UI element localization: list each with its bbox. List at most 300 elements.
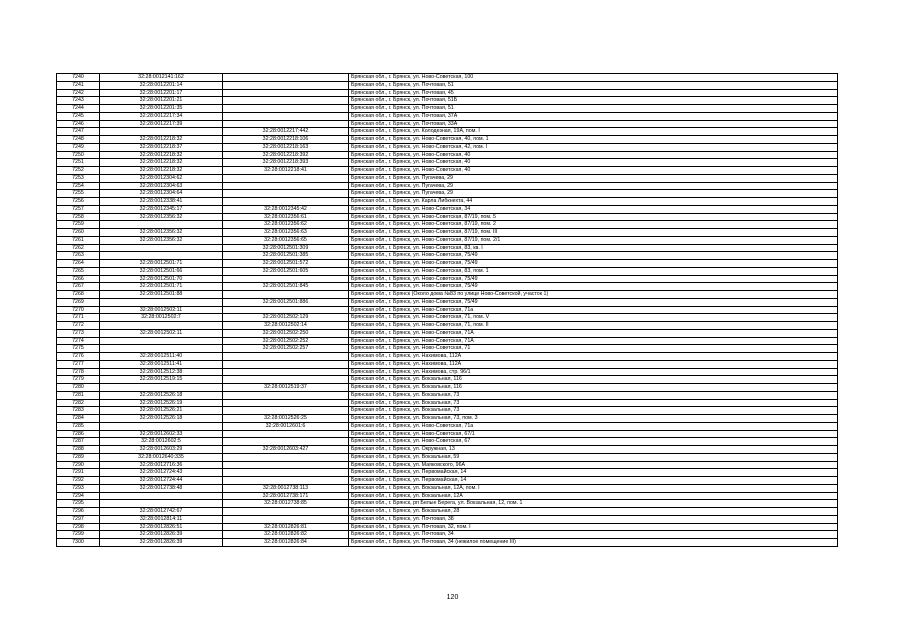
address-cell: Брянская обл., г. Брянск, ул. Почтовая, 33А: [349, 120, 838, 128]
land-cadastral-number-cell: 32:28:0012356:32: [100, 213, 223, 221]
address-cell: Брянская обл., г. Брянск, ул. Почтовая, 38: [349, 515, 838, 523]
row-number-cell: 7294: [57, 492, 100, 500]
address-cell: Брянская обл., г. Брянск, ул. Ново-Советская, 71а: [349, 306, 838, 314]
table-row: [57, 174, 838, 182]
row-number-cell: 7288: [57, 446, 100, 454]
table-row: [57, 136, 838, 144]
table-row: [57, 407, 838, 415]
table-row: [57, 523, 838, 531]
land-cadastral-number-cell: 32:28:0012826:39: [100, 531, 223, 539]
row-number-cell: 7285: [57, 422, 100, 430]
row-number-cell: 7261: [57, 236, 100, 244]
address-cell: Брянская обл., г. Брянск, ул. Ново-Советская, 71А: [349, 337, 838, 345]
address-cell: Брянская обл., г. Брянск, ул. Ново-Советская, 71А: [349, 329, 838, 337]
address-cell: Брянская обл., г. Брянск, ул. Вокзальная, 59: [349, 453, 838, 461]
address-cell: Брянская обл., г. Брянск, ул. Окружная, 13: [349, 446, 838, 454]
address-cell: Брянская обл., г. Брянск, ул. Почтовая, 45: [349, 89, 838, 97]
table-row: [57, 267, 838, 275]
land-cadastral-number-cell: 32:28:0012201:35: [100, 105, 223, 113]
table-row: [57, 322, 838, 330]
row-number-cell: 7251: [57, 159, 100, 167]
table-row: [57, 353, 838, 361]
row-number-cell: 7281: [57, 391, 100, 399]
building-cadastral-number-cell: [223, 120, 349, 128]
row-number-cell: 7255: [57, 190, 100, 198]
land-cadastral-number-cell: 32:28:0012526:19: [100, 399, 223, 407]
land-cadastral-number-cell: [100, 128, 223, 136]
address-cell: Брянская обл., г. Брянск, ул. Почтовая, 34: [349, 531, 838, 539]
address-cell: Брянская обл., г. Брянск, ул. Ново-Советская, 87/19, пом. 5: [349, 213, 838, 221]
table-row: [57, 81, 838, 89]
address-cell: Брянская обл., г. Брянск, ул. Почтовая, 51: [349, 81, 838, 89]
land-cadastral-number-cell: 32:28:0012218:32: [100, 167, 223, 175]
row-number-cell: 7298: [57, 523, 100, 531]
land-cadastral-number-cell: 32:28:0012501:66: [100, 267, 223, 275]
row-number-cell: 7258: [57, 213, 100, 221]
land-cadastral-number-cell: 32:28:0012338:41: [100, 198, 223, 206]
row-number-cell: 7266: [57, 275, 100, 283]
building-cadastral-number-cell: [223, 112, 349, 120]
row-number-cell: 7279: [57, 376, 100, 384]
address-cell: Брянская обл., г. Брянск, ул. Пугачева, 29: [349, 190, 838, 198]
table-row: [57, 329, 838, 337]
row-number-cell: 7268: [57, 291, 100, 299]
building-cadastral-number-cell: [223, 306, 349, 314]
address-cell: Брянская обл., г. Брянск, ул. Нахимова, стр. 96/1: [349, 368, 838, 376]
address-cell: Брянская обл., г. Брянск, ул. Почтовая, 34 (нежилое помещение III): [349, 539, 838, 547]
land-cadastral-number-cell: 32:28:0012217:39: [100, 120, 223, 128]
land-cadastral-number-cell: 32:28:0012218:37: [100, 143, 223, 151]
table-row: [57, 221, 838, 229]
address-cell: Брянская обл., г. Брянск, ул. Ново-Советская, 100: [349, 74, 838, 82]
address-cell: Брянская обл., г. Брянск, ул. Ново-Советская, 71, пом. V: [349, 314, 838, 322]
row-number-cell: 7295: [57, 500, 100, 508]
table-row: [57, 252, 838, 260]
address-cell: Брянская обл., г. Брянск, ул. Ново-Советская, 71, пом. II: [349, 322, 838, 330]
building-cadastral-number-cell: [223, 174, 349, 182]
address-cell: Брянская обл., г. Брянск, ул. Вокзальная, 73, пом. 3: [349, 415, 838, 423]
address-cell: Брянская обл., г. Брянск, ул. Пугачева, 29: [349, 174, 838, 182]
table-row: [57, 314, 838, 322]
building-cadastral-number-cell: 32:28:0012526:25: [223, 415, 349, 423]
row-number-cell: 7256: [57, 198, 100, 206]
row-number-cell: 7299: [57, 531, 100, 539]
row-number-cell: 7265: [57, 267, 100, 275]
address-cell: Брянская обл., г. Брянск, ул. Ново-Советская, 87/19, пом. 2/1: [349, 236, 838, 244]
building-cadastral-number-cell: 32:28:0012218:393: [223, 159, 349, 167]
row-number-cell: 7292: [57, 477, 100, 485]
row-number-cell: 7243: [57, 97, 100, 105]
building-cadastral-number-cell: 32:28:0012218:41: [223, 167, 349, 175]
address-cell: Брянская обл., г. Брянск, ул. Ново-Советская, 40: [349, 167, 838, 175]
table-row: [57, 120, 838, 128]
land-cadastral-number-cell: 32:28:0012502:11: [100, 329, 223, 337]
land-cadastral-number-cell: 32:28:0012724:44: [100, 477, 223, 485]
land-cadastral-number-cell: 32:28:0012814:11: [100, 515, 223, 523]
table-row: [57, 469, 838, 477]
address-cell: Брянская обл., г. Брянск, ул. Ново-Советская, 83, кв. I: [349, 244, 838, 252]
building-cadastral-number-cell: 32:28:0012356:61: [223, 213, 349, 221]
row-number-cell: 7291: [57, 469, 100, 477]
land-cadastral-number-cell: 32:28:0012141:162: [100, 74, 223, 82]
land-cadastral-number-cell: 32:28:0012826:51: [100, 523, 223, 531]
land-cadastral-number-cell: 32:28:0012742:67: [100, 508, 223, 516]
building-cadastral-number-cell: 32:28:0012356:62: [223, 221, 349, 229]
address-cell: Брянская обл., г. Брянск, ул. Ново-Советская, 75/49: [349, 252, 838, 260]
row-number-cell: 7259: [57, 221, 100, 229]
cadastral-table: [56, 73, 838, 547]
building-cadastral-number-cell: [223, 453, 349, 461]
address-cell: Брянская обл., г. Брянск, ул. Вокзальная, 73: [349, 391, 838, 399]
table-row: [57, 492, 838, 500]
row-number-cell: 7257: [57, 205, 100, 213]
building-cadastral-number-cell: [223, 182, 349, 190]
row-number-cell: 7249: [57, 143, 100, 151]
land-cadastral-number-cell: 32:28:0012304:62: [100, 174, 223, 182]
page-number: 120: [446, 594, 459, 601]
row-number-cell: 7260: [57, 229, 100, 237]
land-cadastral-number-cell: 32:28:0012526:18: [100, 415, 223, 423]
table-row: [57, 484, 838, 492]
land-cadastral-number-cell: 32:28:0012201:14: [100, 81, 223, 89]
row-number-cell: 7248: [57, 136, 100, 144]
address-cell: Брянская обл., г. Брянск, ул. Ново-Советская, 40, пом. 1: [349, 136, 838, 144]
building-cadastral-number-cell: [223, 469, 349, 477]
row-number-cell: 7290: [57, 461, 100, 469]
address-cell: Брянская обл., г. Брянск, ул. Ново-Советская, 67/1: [349, 430, 838, 438]
address-cell: Брянская обл., г. Брянск, ул. Первомайская, 14: [349, 477, 838, 485]
table-row: [57, 283, 838, 291]
building-cadastral-number-cell: 32:28:0012502:250: [223, 329, 349, 337]
land-cadastral-number-cell: 32:28:0012217:34: [100, 112, 223, 120]
table-row: [57, 461, 838, 469]
land-cadastral-number-cell: 32:28:0012201:21: [100, 97, 223, 105]
row-number-cell: 7277: [57, 360, 100, 368]
row-number-cell: 7286: [57, 430, 100, 438]
building-cadastral-number-cell: [223, 275, 349, 283]
table-row: [57, 182, 838, 190]
land-cadastral-number-cell: 32:28:0012502:11: [100, 306, 223, 314]
address-cell: Брянская обл., г. Брянск, ул. Почтовая, 51: [349, 105, 838, 113]
building-cadastral-number-cell: 32:28:0012502:252: [223, 337, 349, 345]
table-row: [57, 306, 838, 314]
land-cadastral-number-cell: 32:28:0012501:70: [100, 275, 223, 283]
building-cadastral-number-cell: [223, 461, 349, 469]
address-cell: Брянская обл., г. Брянск, ул. Ново-Советская, 83, пом. 1: [349, 267, 838, 275]
table-row: [57, 236, 838, 244]
land-cadastral-number-cell: 32:28:0012519:15: [100, 376, 223, 384]
building-cadastral-number-cell: 32:28:0012218:106: [223, 136, 349, 144]
address-cell: Брянская обл., г. Брянск, ул. Вокзальная, 116: [349, 376, 838, 384]
row-number-cell: 7247: [57, 128, 100, 136]
address-cell: Брянская обл., г. Брянск, ул. Почтовая, 51Б: [349, 97, 838, 105]
address-cell: Брянская обл., г. Брянск, ул. Почтовая, 37А: [349, 112, 838, 120]
row-number-cell: 7250: [57, 151, 100, 159]
table-row: [57, 151, 838, 159]
row-number-cell: 7241: [57, 81, 100, 89]
row-number-cell: 7252: [57, 167, 100, 175]
land-cadastral-number-cell: 32:28:0012511:40: [100, 353, 223, 361]
row-number-cell: 7244: [57, 105, 100, 113]
table-row: [57, 97, 838, 105]
row-number-cell: 7296: [57, 508, 100, 516]
building-cadastral-number-cell: 32:28:0012502:257: [223, 345, 349, 353]
building-cadastral-number-cell: 32:28:0012217:442: [223, 128, 349, 136]
building-cadastral-number-cell: [223, 190, 349, 198]
table-row: [57, 244, 838, 252]
address-cell: Брянская обл., г. Брянск, ул. Ново-Советская, 40: [349, 151, 838, 159]
land-cadastral-number-cell: [100, 244, 223, 252]
table-row: [57, 229, 838, 237]
building-cadastral-number-cell: 32:28:0012501:385: [223, 252, 349, 260]
land-cadastral-number-cell: [100, 384, 223, 392]
row-number-cell: 7280: [57, 384, 100, 392]
land-cadastral-number-cell: 32:28:0012526:18: [100, 391, 223, 399]
land-cadastral-number-cell: 32:28:0012218:32: [100, 151, 223, 159]
table-row: [57, 213, 838, 221]
address-cell: Брянская обл., г. Брянск, ул. Вокзальная, 12А: [349, 492, 838, 500]
building-cadastral-number-cell: [223, 508, 349, 516]
building-cadastral-number-cell: 32:28:0012519:37: [223, 384, 349, 392]
table-row: [57, 74, 838, 82]
row-number-cell: 7254: [57, 182, 100, 190]
land-cadastral-number-cell: 32:28:0012218:32: [100, 159, 223, 167]
land-cadastral-number-cell: 32:28:0012201:17: [100, 89, 223, 97]
address-cell: Брянская обл., г. Брянск, ул. Вокзальная, 73: [349, 407, 838, 415]
land-cadastral-number-cell: 32:28:0012345:17: [100, 205, 223, 213]
building-cadastral-number-cell: 32:28:0012218:163: [223, 143, 349, 151]
building-cadastral-number-cell: 32:28:0012826:81: [223, 523, 349, 531]
row-number-cell: 7276: [57, 353, 100, 361]
table-row: [57, 345, 838, 353]
row-number-cell: 7269: [57, 298, 100, 306]
building-cadastral-number-cell: 32:28:0012502:14: [223, 322, 349, 330]
building-cadastral-number-cell: 32:28:0012345:42: [223, 205, 349, 213]
building-cadastral-number-cell: [223, 97, 349, 105]
row-number-cell: 7246: [57, 120, 100, 128]
row-number-cell: 7253: [57, 174, 100, 182]
building-cadastral-number-cell: 32:28:0012601:6: [223, 422, 349, 430]
land-cadastral-number-cell: [100, 322, 223, 330]
table-row: [57, 205, 838, 213]
address-cell: Брянская обл., г. Брянск, ул. Ново-Советская, 75/49: [349, 283, 838, 291]
building-cadastral-number-cell: 32:28:0012356:63: [223, 229, 349, 237]
building-cadastral-number-cell: [223, 515, 349, 523]
land-cadastral-number-cell: [100, 221, 223, 229]
building-cadastral-number-cell: [223, 81, 349, 89]
address-cell: Брянская обл., г. Брянск, ул. Вокзальная, 28: [349, 508, 838, 516]
land-cadastral-number-cell: 32:28:0012826:39: [100, 539, 223, 547]
building-cadastral-number-cell: 32:28:0012738:171: [223, 492, 349, 500]
table-row: [57, 531, 838, 539]
table-row: [57, 500, 838, 508]
land-cadastral-number-cell: [100, 422, 223, 430]
row-number-cell: 7293: [57, 484, 100, 492]
row-number-cell: 7262: [57, 244, 100, 252]
row-number-cell: 7278: [57, 368, 100, 376]
row-number-cell: 7289: [57, 453, 100, 461]
row-number-cell: 7240: [57, 74, 100, 82]
building-cadastral-number-cell: [223, 360, 349, 368]
land-cadastral-number-cell: [100, 298, 223, 306]
row-number-cell: 7245: [57, 112, 100, 120]
land-cadastral-number-cell: 32:28:0012602:33: [100, 430, 223, 438]
table-row: [57, 368, 838, 376]
table-body: [57, 74, 838, 547]
land-cadastral-number-cell: [100, 500, 223, 508]
building-cadastral-number-cell: [223, 89, 349, 97]
table-row: [57, 260, 838, 268]
address-cell: Брянская обл., г. Брянск (Около дома №83 по улице Ново-Советской, участок 1): [349, 291, 838, 299]
land-cadastral-number-cell: [100, 345, 223, 353]
address-cell: Брянская обл., г. Брянск, ул. Вокзальная, 116: [349, 384, 838, 392]
row-number-cell: 7242: [57, 89, 100, 97]
row-number-cell: 7272: [57, 322, 100, 330]
address-cell: Брянская обл., г. Брянск, ул. Колодезная, 19А, пом. I: [349, 128, 838, 136]
building-cadastral-number-cell: [223, 368, 349, 376]
land-cadastral-number-cell: 32:28:0012716:36: [100, 461, 223, 469]
land-cadastral-number-cell: 32:28:0012511:41: [100, 360, 223, 368]
land-cadastral-number-cell: 32:28:0012304:64: [100, 190, 223, 198]
row-number-cell: 7282: [57, 399, 100, 407]
table-row: [57, 167, 838, 175]
building-cadastral-number-cell: 32:28:0012738:113: [223, 484, 349, 492]
land-cadastral-number-cell: 32:28:0012502:7: [100, 314, 223, 322]
building-cadastral-number-cell: [223, 391, 349, 399]
address-cell: Брянская обл., г. Брянск, ул. Нахимова, 112А: [349, 360, 838, 368]
table-row: [57, 453, 838, 461]
land-cadastral-number-cell: 32:28:0012356:32: [100, 229, 223, 237]
building-cadastral-number-cell: 32:28:0012501:605: [223, 267, 349, 275]
building-cadastral-number-cell: 32:28:0012501:309: [223, 244, 349, 252]
table-row: [57, 337, 838, 345]
building-cadastral-number-cell: [223, 291, 349, 299]
land-cadastral-number-cell: 32:28:0012501:71: [100, 260, 223, 268]
building-cadastral-number-cell: [223, 477, 349, 485]
address-cell: Брянская обл., г. Брянск, ул. Ново-Советская, 42, пом. I: [349, 143, 838, 151]
land-cadastral-number-cell: 32:28:0012640:335: [100, 453, 223, 461]
land-cadastral-number-cell: 32:28:0012356:32: [100, 236, 223, 244]
table-row: [57, 539, 838, 547]
address-cell: Брянская обл., г. Брянск, ул. Ново-Советская, 71: [349, 345, 838, 353]
table-row: [57, 430, 838, 438]
address-cell: Брянская обл., г. Брянск, ул. Ново-Советская, 75/49: [349, 275, 838, 283]
row-number-cell: 7273: [57, 329, 100, 337]
land-cadastral-number-cell: 32:28:0012724:43: [100, 469, 223, 477]
building-cadastral-number-cell: 32:28:0012738:85: [223, 500, 349, 508]
land-cadastral-number-cell: 32:28:0012501:88: [100, 291, 223, 299]
building-cadastral-number-cell: [223, 376, 349, 384]
row-number-cell: 7271: [57, 314, 100, 322]
address-cell: Брянская обл., г. Брянск, ул. Вокзальная, 12А, пом. I: [349, 484, 838, 492]
address-cell: Брянская обл., г. Брянск, ул. Ново-Советская, 75/49: [349, 260, 838, 268]
land-cadastral-number-cell: [100, 492, 223, 500]
address-cell: Брянская обл., г. Брянск, ул. Ново-Советская, 71а: [349, 422, 838, 430]
building-cadastral-number-cell: [223, 407, 349, 415]
table-row: [57, 291, 838, 299]
address-cell: Брянская обл., г. Брянск, ул. Ново-Советская, 87/19, пом. 2: [349, 221, 838, 229]
table-row: [57, 422, 838, 430]
table-row: [57, 391, 838, 399]
building-cadastral-number-cell: 32:28:0012502:129: [223, 314, 349, 322]
building-cadastral-number-cell: 32:28:0012218:392: [223, 151, 349, 159]
address-cell: Брянская обл., г. Брянск, ул. Ново-Советская, 40: [349, 159, 838, 167]
building-cadastral-number-cell: 32:28:0012501:886: [223, 298, 349, 306]
row-number-cell: 7263: [57, 252, 100, 260]
table-row: [57, 89, 838, 97]
table-row: [57, 128, 838, 136]
land-cadastral-number-cell: [100, 337, 223, 345]
building-cadastral-number-cell: 32:28:0012826:84: [223, 539, 349, 547]
building-cadastral-number-cell: [223, 105, 349, 113]
table-row: [57, 477, 838, 485]
address-cell: Брянская обл., г. Брянск, ул. Пугачева, 29: [349, 182, 838, 190]
land-cadastral-number-cell: 32:28:0012304:63: [100, 182, 223, 190]
row-number-cell: 7267: [57, 283, 100, 291]
address-cell: Брянская обл., г. Брянск, ул. Карла Либкнехта, 44: [349, 198, 838, 206]
address-cell: Брянская обл., г. Брянск, ул. Ново-Советская, 87/19, пом. III: [349, 229, 838, 237]
address-cell: Брянская обл., г. Брянск, ул. Нахимова, 112А: [349, 353, 838, 361]
land-cadastral-number-cell: 32:28:0012218:32: [100, 136, 223, 144]
row-number-cell: 7283: [57, 407, 100, 415]
row-number-cell: 7264: [57, 260, 100, 268]
table-row: [57, 360, 838, 368]
address-cell: Брянская обл., г. Брянск, ул. Ново-Советская, 34: [349, 205, 838, 213]
table-row: [57, 298, 838, 306]
address-cell: Брянская обл., г. Брянск, ул. Почтовая, 32, пом. I: [349, 523, 838, 531]
row-number-cell: 7300: [57, 539, 100, 547]
table-row: [57, 105, 838, 113]
table-row: [57, 384, 838, 392]
building-cadastral-number-cell: 32:28:0012603:427: [223, 446, 349, 454]
land-cadastral-number-cell: 32:28:0012603:29: [100, 446, 223, 454]
table-row: [57, 438, 838, 446]
building-cadastral-number-cell: 32:28:0012356:65: [223, 236, 349, 244]
building-cadastral-number-cell: 32:28:0012501:845: [223, 283, 349, 291]
table-row: [57, 198, 838, 206]
address-cell: Брянская обл., г. Брянск, рп Белые Берега, ул. Вокзальная, 12, пом. 1: [349, 500, 838, 508]
table-row: [57, 399, 838, 407]
table-row: [57, 446, 838, 454]
address-cell: Брянская обл., г. Брянск, ул. Первомайская, 14: [349, 469, 838, 477]
building-cadastral-number-cell: [223, 353, 349, 361]
row-number-cell: 7270: [57, 306, 100, 314]
address-cell: Брянская обл., г. Брянск, ул. Ново-Советская, 67: [349, 438, 838, 446]
table-row: [57, 112, 838, 120]
row-number-cell: 7297: [57, 515, 100, 523]
building-cadastral-number-cell: [223, 438, 349, 446]
table-row: [57, 508, 838, 516]
land-cadastral-number-cell: 32:28:0012512:38: [100, 368, 223, 376]
address-cell: Брянская обл., г. Брянск, ул. Ново-Советская, 75/49: [349, 298, 838, 306]
row-number-cell: 7284: [57, 415, 100, 423]
table-row: [57, 190, 838, 198]
table-row: [57, 376, 838, 384]
building-cadastral-number-cell: [223, 198, 349, 206]
address-cell: Брянская обл., г. Брянск, ул. Маяковского, 96А: [349, 461, 838, 469]
building-cadastral-number-cell: [223, 430, 349, 438]
row-number-cell: 7274: [57, 337, 100, 345]
table-row: [57, 415, 838, 423]
building-cadastral-number-cell: [223, 74, 349, 82]
address-cell: Брянская обл., г. Брянск, ул. Вокзальная, 73: [349, 399, 838, 407]
table-row: [57, 159, 838, 167]
land-cadastral-number-cell: 32:28:0012738:48: [100, 484, 223, 492]
table-row: [57, 275, 838, 283]
table-row: [57, 143, 838, 151]
land-cadastral-number-cell: [100, 252, 223, 260]
table-row: [57, 515, 838, 523]
